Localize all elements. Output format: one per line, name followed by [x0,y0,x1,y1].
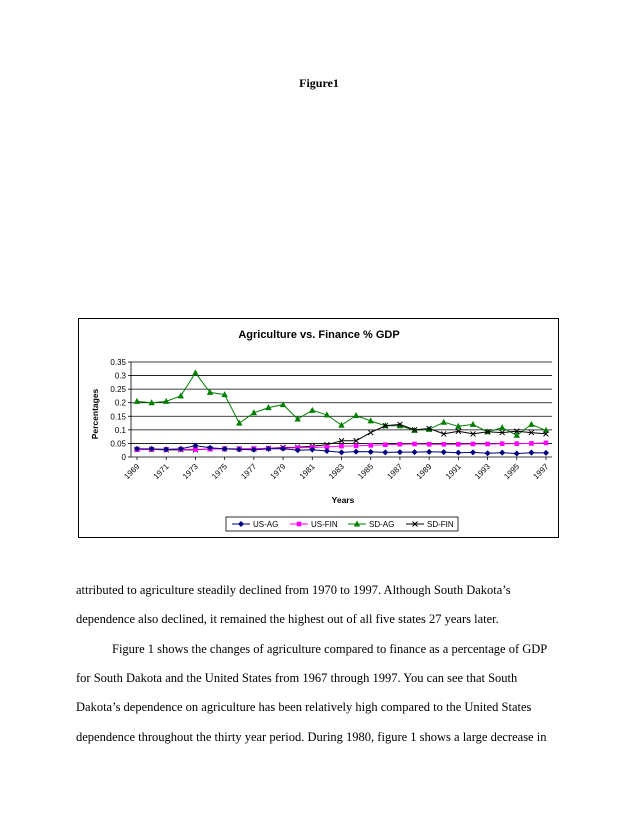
data-point-us-ag [543,450,549,456]
data-point-sd-ag [236,420,242,426]
data-point-us-ag [485,450,491,456]
data-point-us-ag [382,449,388,455]
data-point-us-ag [514,450,520,456]
y-tick-label: 0.25 [110,385,126,395]
chart-svg [79,319,560,539]
data-point-us-ag [339,449,345,455]
y-tick-label: 0.05 [110,439,126,449]
data-point-us-ag [470,449,476,455]
data-point-us-fin [500,441,505,446]
data-point-us-ag [412,449,418,455]
legend-marker-us-fin [297,522,302,527]
y-tick-label: 0.1 [114,425,126,435]
data-point-sd-ag [280,401,286,407]
data-point-sd-ag [499,424,505,430]
data-point-sd-ag [178,392,184,398]
paragraph-line-4: for South Dakota and the United States from 1967 through 1997. You can see that South [76,671,518,685]
legend-label: US-FIN [311,520,338,529]
legend [226,517,458,531]
y-tick-label: 0.2 [114,398,126,408]
data-point-sd-ag [441,419,447,425]
data-point-us-fin [529,441,534,446]
chart-title: Agriculture vs. Finance % GDP [238,329,400,341]
y-tick-label: 0 [121,453,126,462]
data-point-sd-ag [528,421,534,427]
x-tick-label: 1997 [531,462,551,481]
paragraph-line-1: attributed to agriculture steadily declined from 1970 to 1997. Although South Dakota’s [76,583,511,597]
data-point-us-fin [354,444,359,449]
data-point-us-ag [397,449,403,455]
x-tick-label: 1991 [443,462,463,481]
y-axis-label: Percentages [90,388,100,440]
y-tick-label: 0.3 [114,371,126,381]
x-tick-label: 1971 [151,462,171,481]
figure-heading: Figure1 [299,76,339,90]
x-tick-label: 1985 [356,462,376,481]
data-point-us-fin [368,443,373,448]
data-point-us-fin [485,442,490,447]
data-point-us-ag [499,450,505,456]
data-point-us-fin [412,442,417,447]
data-point-us-fin [441,442,446,447]
data-point-sd-ag [338,422,344,428]
x-tick-label: 1987 [385,462,405,481]
legend-label: SD-AG [369,520,395,529]
paragraph-line-2: dependence also declined, it remained the highest out of all five states 27 years later. [76,612,499,626]
paragraph-line-5: Dakota’s dependence on agriculture has been relatively high compared to the United States [76,700,532,714]
legend-label: SD-FIN [427,520,454,529]
x-tick-label: 1993 [473,462,492,481]
y-tick-label: 0.15 [110,412,126,422]
data-point-sd-ag [134,398,140,404]
y-tick-labels [110,358,126,462]
x-axis-label: Years [331,495,355,505]
data-point-us-ag [426,449,432,455]
data-point-sd-ag [192,369,198,375]
data-point-us-fin [514,441,519,446]
data-point-us-ag [441,449,447,455]
data-point-sd-fin [368,430,373,435]
legend-label: US-AG [253,520,279,529]
x-tick-label: 1975 [210,462,230,481]
data-point-us-fin [427,442,432,447]
data-point-sd-ag [514,432,520,438]
data-point-sd-ag [470,421,476,427]
data-point-us-ag [353,449,359,455]
x-tick-label: 1981 [297,462,317,481]
data-point-us-fin [544,441,549,446]
chart-area [78,318,559,538]
x-tick-label: 1973 [180,462,200,481]
y-tick-label: 0.35 [110,358,126,367]
data-point-us-ag [455,450,461,456]
x-tick-label: 1969 [122,462,142,481]
data-point-us-ag [528,450,534,456]
paragraph-line-3: Figure 1 shows the changes of agriculture compared to finance as a percentage of GDP [112,642,548,656]
data-point-us-ag [368,449,374,455]
x-tick-label: 1983 [326,462,346,481]
data-point-us-fin [398,442,403,447]
x-tick-labels [122,457,550,481]
x-tick-label: 1995 [502,462,522,481]
x-tick-label: 1979 [268,462,288,481]
paragraph-line-6: dependence throughout the thirty year period. During 1980, figure 1 shows a large decrease in [76,730,547,744]
x-tick-label: 1977 [239,462,259,481]
data-point-sd-ag [309,407,315,413]
data-point-us-fin [383,442,388,447]
x-tick-label: 1989 [414,462,434,481]
data-point-sd-ag [353,412,359,418]
data-point-us-fin [471,442,476,447]
data-point-us-fin [456,442,461,447]
data-point-us-fin [339,444,344,449]
